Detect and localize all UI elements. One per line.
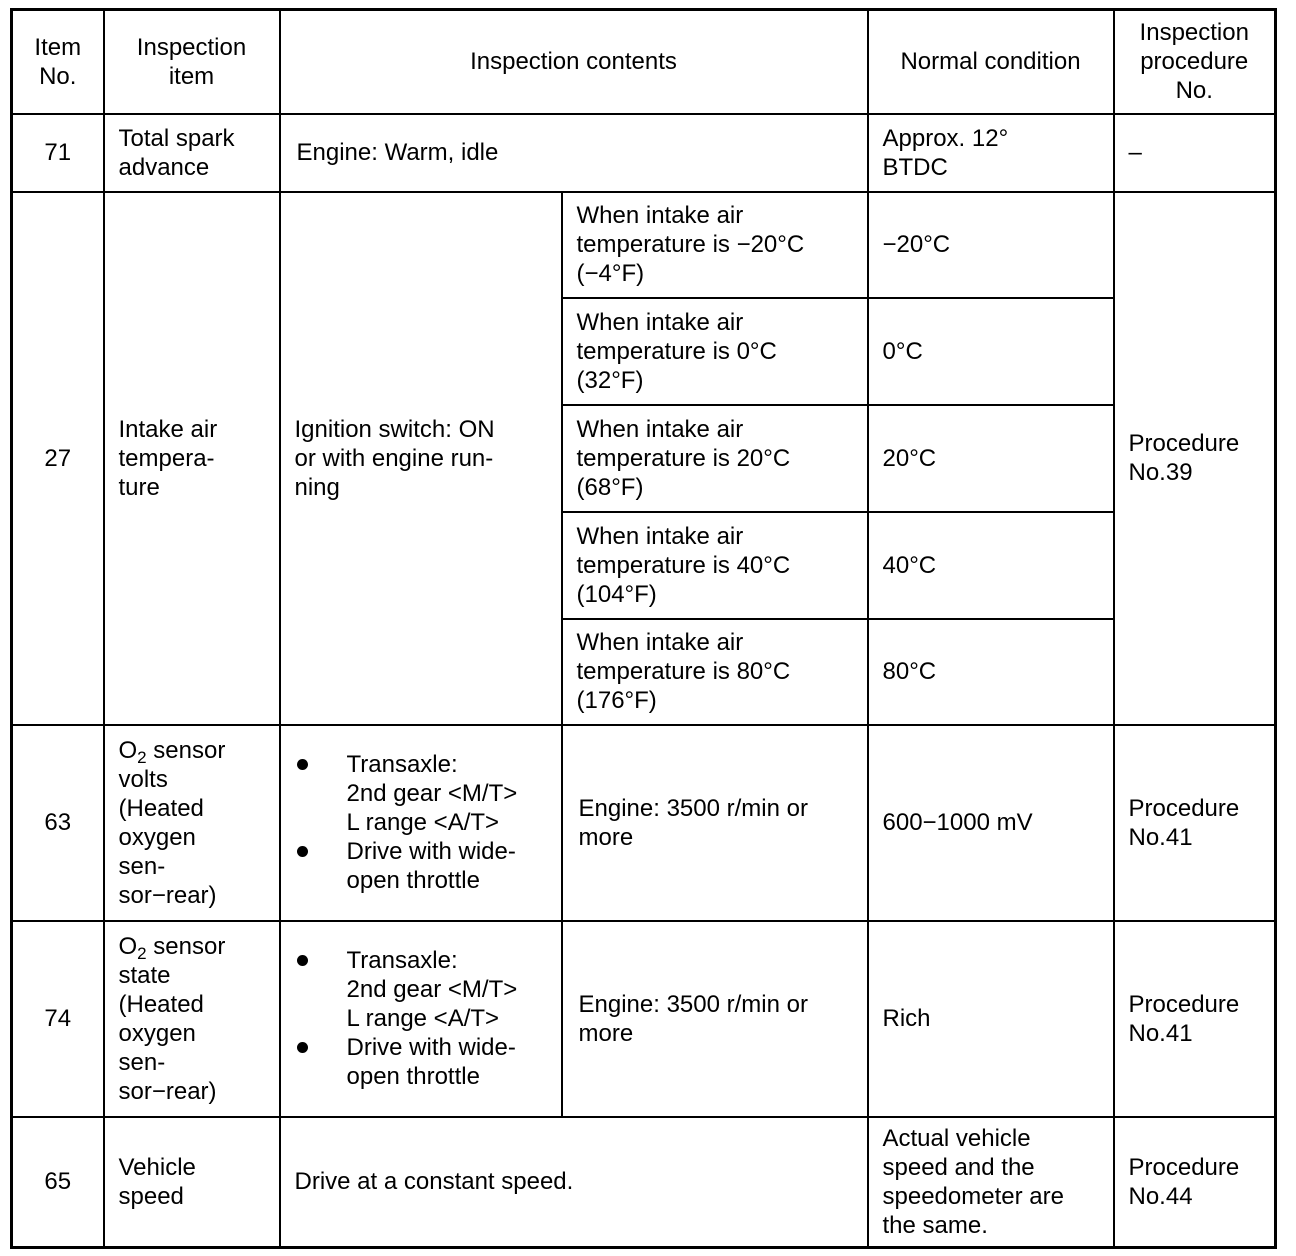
item-rest: sensor state (Heated oxygen sen- sor−rear) (118, 932, 226, 1105)
header-inspection-item: Inspection item (104, 10, 280, 114)
procedure-cell: Procedure No.41 (1114, 921, 1276, 1117)
item-prefix: O (118, 932, 138, 960)
normal-condition-cell: 20°C (868, 405, 1114, 512)
item-subscript: 2 (137, 943, 147, 963)
item-no-cell: 63 (12, 725, 104, 921)
sub-condition-cell: When intake air temperature is 80°C (176°F) (562, 619, 868, 725)
header-item-no: Item No. (12, 10, 104, 114)
table-row (12, 725, 1276, 921)
bullet-list (295, 946, 547, 1091)
normal-condition-cell: Actual vehicle speed and the speedometer are the same. (868, 1117, 1114, 1248)
inspection-contents-cell: Ignition switch: ON or with engine run- ning (280, 192, 562, 725)
header-row (12, 10, 1276, 114)
sub-condition-cell: When intake air temperature is −20°C (−4°F) (562, 192, 868, 298)
normal-condition-cell: 0°C (868, 298, 1114, 405)
table-row (12, 1117, 1276, 1248)
procedure-cell: Procedure No.41 (1114, 725, 1276, 921)
normal-condition-cell: 80°C (868, 619, 1114, 725)
inspection-item-cell: Intake air tempera- ture (104, 192, 280, 725)
table-row (12, 192, 1276, 298)
table-row (12, 921, 1276, 1117)
sub-condition-cell: When intake air temperature is 20°C (68°F) (562, 405, 868, 512)
inspection-item-cell (104, 921, 280, 1117)
item-no-cell: 74 (12, 921, 104, 1117)
inspection-contents-cell: Drive at a constant speed. (280, 1117, 868, 1248)
item-subscript: 2 (137, 747, 147, 767)
bullet-item: Transaxle: 2nd gear <M/T> L range <A/T> (295, 946, 547, 1033)
sub-condition-cell: When intake air temperature is 0°C (32°F) (562, 298, 868, 405)
normal-condition-cell: 600−1000 mV (868, 725, 1114, 921)
inspection-item-cell (104, 725, 280, 921)
item-no-cell: 71 (12, 114, 104, 192)
normal-condition-cell: 40°C (868, 512, 1114, 619)
header-normal-condition: Normal condition (868, 10, 1114, 114)
table-row (12, 114, 1276, 192)
item-no-cell: 65 (12, 1117, 104, 1248)
normal-condition-cell: Approx. 12° BTDC (868, 114, 1114, 192)
inspection-contents-cell (280, 921, 562, 1117)
inspection-contents-cell (280, 725, 562, 921)
procedure-cell: Procedure No.39 (1114, 192, 1276, 725)
item-rest: sensor volts (Heated oxygen sen- sor−rear) (118, 736, 226, 909)
header-procedure-no: Inspection procedure No. (1114, 10, 1276, 114)
item-no-cell: 27 (12, 192, 104, 725)
item-prefix: O (118, 736, 138, 764)
sub-condition-cell: Engine: 3500 r/min or more (562, 921, 868, 1117)
procedure-cell: – (1114, 114, 1276, 192)
header-inspection-contents: Inspection contents (280, 10, 868, 114)
inspection-contents-cell: Engine: Warm, idle (280, 114, 868, 192)
sub-condition-cell: When intake air temperature is 40°C (104°F) (562, 512, 868, 619)
normal-condition-cell: −20°C (868, 192, 1114, 298)
bullet-item: Transaxle: 2nd gear <M/T> L range <A/T> (295, 750, 547, 837)
procedure-cell: Procedure No.44 (1114, 1117, 1276, 1248)
inspection-item-cell: Vehicle speed (104, 1117, 280, 1248)
inspection-item-cell: Total spark advance (104, 114, 280, 192)
inspection-table (10, 8, 1277, 1249)
bullet-item: Drive with wide- open throttle (295, 837, 547, 895)
bullet-list (295, 750, 547, 895)
bullet-item: Drive with wide- open throttle (295, 1033, 547, 1091)
normal-condition-cell: Rich (868, 921, 1114, 1117)
sub-condition-cell: Engine: 3500 r/min or more (562, 725, 868, 921)
